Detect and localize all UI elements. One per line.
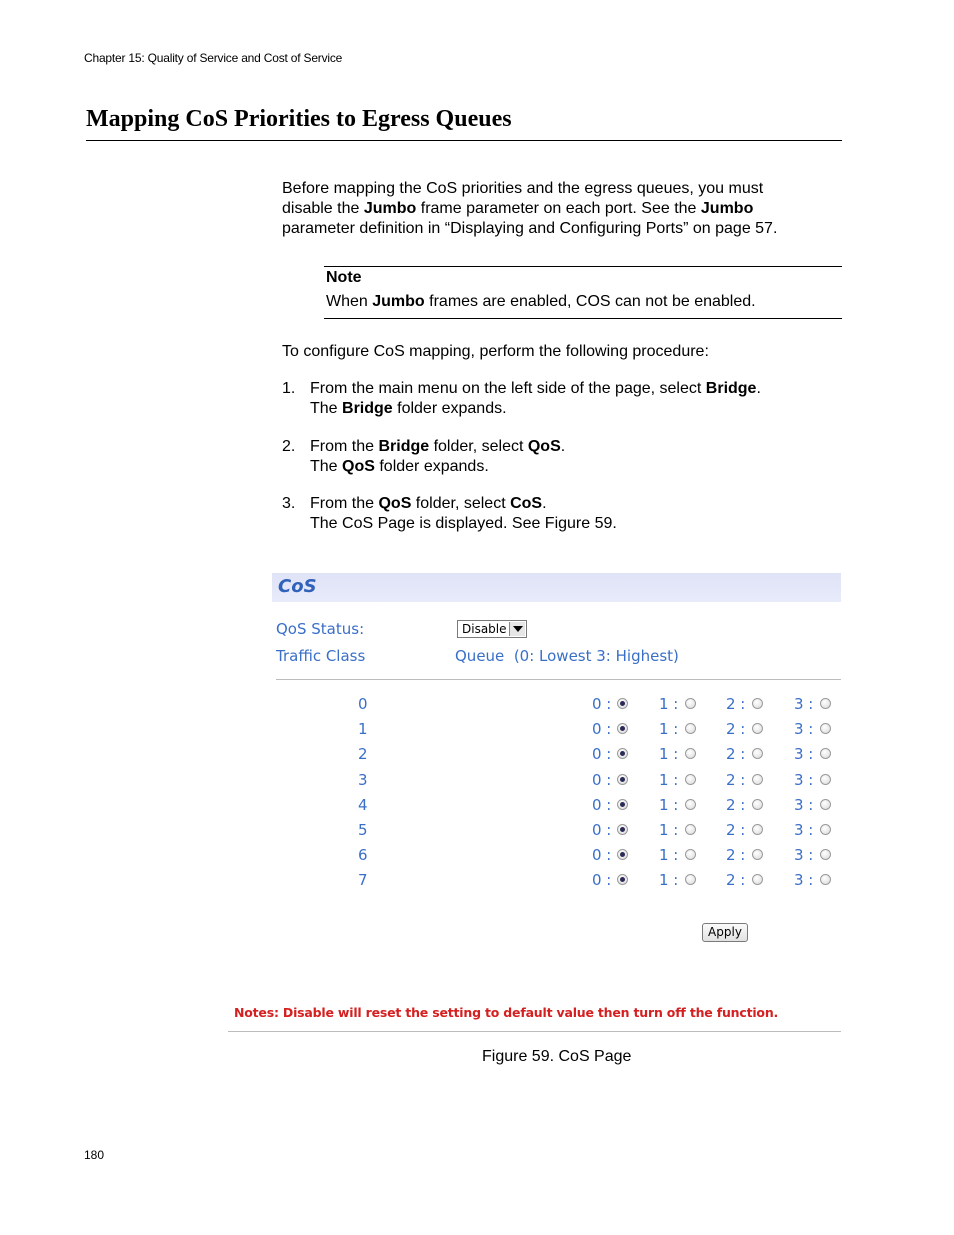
queue-radio-1[interactable] xyxy=(685,723,696,734)
queue-radio-0[interactable] xyxy=(617,874,628,885)
step-3 xyxy=(310,494,617,534)
queue-option-label: 3 : xyxy=(794,695,814,713)
queue-option-label: 1 : xyxy=(659,771,679,789)
bold-term: CoS xyxy=(510,495,543,512)
step-number: 3. xyxy=(282,495,296,512)
queue-label: Queue (0: Lowest 3: Highest) xyxy=(455,647,679,665)
queue-radio-3[interactable] xyxy=(820,874,831,885)
queue-radio-3[interactable] xyxy=(820,824,831,835)
qos-status-select[interactable] xyxy=(457,620,527,638)
traffic-class-value: 0 xyxy=(358,695,368,713)
queue-radio-3[interactable] xyxy=(820,723,831,734)
table-row xyxy=(0,821,954,841)
text: . xyxy=(756,380,761,397)
intro-line-2 xyxy=(282,199,777,219)
queue-option-label: 2 : xyxy=(726,745,746,763)
traffic-class-value: 5 xyxy=(358,821,368,839)
queue-radio-2[interactable] xyxy=(752,723,763,734)
note-text xyxy=(326,292,756,312)
text: From the xyxy=(310,438,379,455)
chevron-down-icon[interactable] xyxy=(509,622,525,636)
page-number: 180 xyxy=(84,1148,105,1162)
queue-radio-3[interactable] xyxy=(820,698,831,709)
qos-status-label: QoS Status: xyxy=(276,620,365,638)
queue-option-label: 2 : xyxy=(726,771,746,789)
text: . xyxy=(560,438,566,455)
text: folder, select xyxy=(429,438,528,455)
queue-option-label: 3 : xyxy=(794,771,814,789)
chapter-header: Chapter 15: Quality of Service and Cost of Service xyxy=(84,51,343,65)
queue-option-label: 0 : xyxy=(592,695,612,713)
queue-radio-3[interactable] xyxy=(820,748,831,759)
queue-radio-3[interactable] xyxy=(820,774,831,785)
queue-option-label: 2 : xyxy=(726,821,746,839)
text: . xyxy=(542,495,547,512)
queue-option-label: 0 : xyxy=(592,720,612,738)
figure-caption: Figure 59. CoS Page xyxy=(482,1048,632,1065)
queue-option-label: 0 : xyxy=(592,771,612,789)
queue-radio-0[interactable] xyxy=(617,698,628,709)
queue-radio-3[interactable] xyxy=(820,849,831,860)
queue-radio-2[interactable] xyxy=(752,748,763,759)
section-title: Mapping CoS Priorities to Egress Queues xyxy=(86,106,512,132)
figure-divider xyxy=(228,1031,841,1032)
note-heading: Note xyxy=(326,269,362,286)
text: The CoS Page is displayed. See Figure 59. xyxy=(310,515,617,532)
queue-radio-1[interactable] xyxy=(685,799,696,810)
queue-option-label: 0 : xyxy=(592,871,612,889)
queue-radio-1[interactable] xyxy=(685,824,696,835)
queue-radio-3[interactable] xyxy=(820,799,831,810)
table-row xyxy=(0,720,954,740)
bold-term: Bridge xyxy=(378,438,430,455)
queue-option-label: 3 : xyxy=(794,821,814,839)
step-2 xyxy=(310,437,565,477)
traffic-class-value: 2 xyxy=(358,745,368,763)
queue-option-label: 1 : xyxy=(659,745,679,763)
queue-option-label: 2 : xyxy=(726,846,746,864)
queue-option-label: 1 : xyxy=(659,821,679,839)
text: When xyxy=(326,293,373,310)
queue-radio-1[interactable] xyxy=(685,698,696,709)
bold-term: Bridge xyxy=(342,400,393,417)
table-row xyxy=(0,871,954,891)
table-row xyxy=(0,695,954,715)
step-number: 2. xyxy=(282,438,296,455)
panel-divider xyxy=(276,679,841,680)
traffic-class-value: 3 xyxy=(358,771,368,789)
queue-option-label: 1 : xyxy=(659,846,679,864)
bold-term: Jumbo xyxy=(372,293,425,310)
table-row xyxy=(0,796,954,816)
intro-line-3: parameter definition in “Displaying and Configuring Ports” on page 57. xyxy=(282,220,778,237)
apply-button[interactable]: Apply xyxy=(702,923,748,942)
queue-radio-2[interactable] xyxy=(752,849,763,860)
queue-radio-1[interactable] xyxy=(685,748,696,759)
queue-radio-2[interactable] xyxy=(752,698,763,709)
queue-option-label: 3 : xyxy=(794,846,814,864)
queue-option-label: 2 : xyxy=(726,796,746,814)
text: frames are enabled, COS can not be enabled. xyxy=(424,293,756,310)
text: folder, select xyxy=(411,495,511,512)
table-row xyxy=(0,771,954,791)
text: From the main menu on the left side of the page, select xyxy=(310,380,706,397)
traffic-class-value: 6 xyxy=(358,846,368,864)
queue-radio-0[interactable] xyxy=(617,723,628,734)
queue-radio-0[interactable] xyxy=(617,774,628,785)
queue-radio-2[interactable] xyxy=(752,824,763,835)
queue-option-label: 0 : xyxy=(592,796,612,814)
text: frame parameter on each port. See the xyxy=(416,200,701,217)
qos-status-value: Disable xyxy=(462,622,507,636)
traffic-class-value: 1 xyxy=(358,720,368,738)
queue-option-label: 2 : xyxy=(726,695,746,713)
table-row xyxy=(0,846,954,866)
note-bottom-rule xyxy=(324,318,842,319)
queue-option-label: 0 : xyxy=(592,821,612,839)
bold-term: QoS xyxy=(342,458,375,475)
bold-term: QoS xyxy=(527,438,561,455)
cos-title-bar xyxy=(272,573,841,602)
queue-option-label: 2 : xyxy=(726,720,746,738)
queue-option-label: 1 : xyxy=(659,695,679,713)
text: The xyxy=(310,400,343,417)
queue-radio-1[interactable] xyxy=(685,774,696,785)
queue-radio-0[interactable] xyxy=(617,824,628,835)
queue-option-label: 0 : xyxy=(592,745,612,763)
queue-option-label: 1 : xyxy=(659,871,679,889)
queue-option-label: 3 : xyxy=(794,720,814,738)
procedure-intro: To configure CoS mapping, perform the following procedure: xyxy=(282,343,709,360)
queue-radio-0[interactable] xyxy=(617,849,628,860)
title-divider xyxy=(86,140,842,141)
queue-radio-2[interactable] xyxy=(752,774,763,785)
traffic-class-value: 4 xyxy=(358,796,368,814)
queue-radio-1[interactable] xyxy=(685,849,696,860)
queue-option-label: 0 : xyxy=(592,846,612,864)
queue-option-label: 3 : xyxy=(794,871,814,889)
text: disable the xyxy=(282,200,364,217)
queue-radio-2[interactable] xyxy=(752,874,763,885)
queue-radio-0[interactable] xyxy=(617,748,628,759)
text: folder expands. xyxy=(374,458,489,475)
queue-option-label: 1 : xyxy=(659,720,679,738)
queue-option-label: 2 : xyxy=(726,871,746,889)
queue-option-label: 1 : xyxy=(659,796,679,814)
step-number: 1. xyxy=(282,380,296,397)
text: The xyxy=(310,458,343,475)
intro-paragraph xyxy=(282,179,777,239)
bold-term: Jumbo xyxy=(700,200,754,217)
queue-option-label: 3 : xyxy=(794,745,814,763)
table-row xyxy=(0,745,954,765)
cos-panel-title: CoS xyxy=(278,576,317,597)
traffic-class-label: Traffic Class xyxy=(276,647,366,665)
queue-radio-0[interactable] xyxy=(617,799,628,810)
disable-notes: Notes: Disable will reset the setting to default value then turn off the function. xyxy=(234,1005,779,1020)
text: From the xyxy=(310,495,379,512)
queue-radio-1[interactable] xyxy=(685,874,696,885)
bold-term: QoS xyxy=(378,495,412,512)
intro-line-1: Before mapping the CoS priorities and the egress queues, you must xyxy=(282,180,764,197)
traffic-class-value: 7 xyxy=(358,871,368,889)
step-1 xyxy=(310,379,761,419)
queue-radio-2[interactable] xyxy=(752,799,763,810)
bold-term: Bridge xyxy=(705,380,757,397)
note-top-rule xyxy=(324,266,842,267)
queue-option-label: 3 : xyxy=(794,796,814,814)
bold-term: Jumbo xyxy=(363,200,417,217)
text: folder expands. xyxy=(392,400,507,417)
